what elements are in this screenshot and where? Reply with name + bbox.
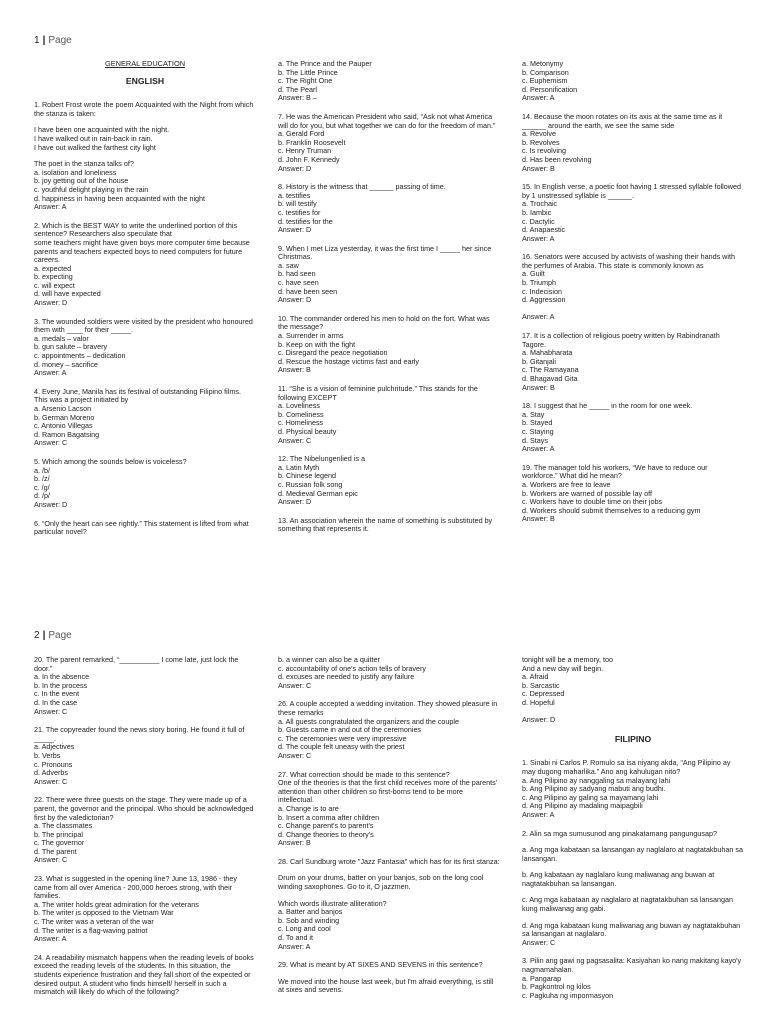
question-item <box>522 332 744 392</box>
question-text: 7. He was the American President who said, “Ask not what America will do for you, but what together we can do for the freedom of man.” <box>278 111 496 130</box>
answer-key: Answer: C <box>522 937 556 947</box>
answer-options: a. saw b. had seen c. have seen d. have been seen <box>278 260 338 296</box>
question-item <box>34 458 256 510</box>
question-item <box>34 875 256 944</box>
question-item <box>278 455 500 507</box>
answer-key: Answer: A <box>522 444 555 454</box>
filipino-section-title: FILIPINO <box>614 733 652 744</box>
question-item <box>34 318 256 378</box>
answer-key: Answer: B <box>522 382 555 392</box>
question-item <box>278 385 500 445</box>
question-text: 26. A couple accepted a wedding invitation. They showed pleasure in these remarks <box>278 699 500 717</box>
question-item <box>278 700 500 760</box>
question-text: 3. Pilin ang gawi ng pagsasalita: Kasiyahan ko nang makitang kayo'y nagmamahalan. <box>522 956 744 975</box>
question-text: 28. Carl Sundburg wrote "Jazz Fantasia" which has for its first stanza: <box>278 856 500 866</box>
answer-options: a. Surrender in arms b. Keep on with the fight c. Disregard the peace negotiation d. Rescue the hostage victims fast and early <box>278 331 420 366</box>
answer-options: a. Stay b. Stayed c. Staying d. Stays <box>522 409 554 445</box>
question-item <box>278 60 500 103</box>
answer-key: Answer: C <box>278 680 312 690</box>
answer-key: Answer: A <box>522 93 555 103</box>
question-item <box>34 101 256 212</box>
question-text: 13. An association wherein the name of something is substituted by something that represents it. <box>278 515 495 534</box>
question-item <box>522 759 744 819</box>
question-text: 11. “She is a vision of feminine pulchritude.” This stands for the following EXCEPT <box>278 384 480 402</box>
answer-options: a. The Prince and the Pauper b. The Little Prince c. The Right One d. The Pearl <box>278 59 372 94</box>
answer-key: Answer: C <box>34 855 68 865</box>
question-text: 6. “Only the heart can see rightly.” This statement is lifted from what particular novel? <box>34 518 251 537</box>
answer-options: a. Trochaic b. Iambic c. Dactylic d. Anapaestic <box>522 199 566 235</box>
answer-options: a. /b/ b. /z/ c. /g/ d. /p/ <box>34 465 50 501</box>
question-item <box>522 957 744 1000</box>
question-text: 17. It is a collection of religious poetry written by Rabindranath Tagore. <box>522 331 722 349</box>
question-item <box>522 113 744 173</box>
question-item <box>34 726 256 786</box>
question-item <box>522 656 744 725</box>
answer-options: a. Guilt b. Triumph c. Indecision d. Aggression <box>522 269 566 305</box>
section-title: GENERAL EDUCATION <box>104 59 186 68</box>
answer-key: Answer: D <box>278 225 312 235</box>
answer-options: a. Arsenio Lacson b. German Moreno c. Antonio Villegas d. Ramon Bagatsing <box>34 404 100 439</box>
answer-options: a. Adjectives b. Verbs c. Pronouns d. Adverbs <box>34 742 75 778</box>
question-item <box>34 796 256 865</box>
page-separator: | <box>42 630 46 641</box>
question-passage: b. Ang kabataan ay naglalaro kung maliwanag ang buwan at nagtatakbuhan sa lansangan. <box>522 870 717 888</box>
answer-key: Answer: A <box>522 233 555 243</box>
question-text: 19. The manager told his workers, “We have to reduce our workforce.” What did he mean? <box>522 462 710 481</box>
question-item <box>278 183 500 235</box>
question-text: 22. There were three guests on the stage. They were made up of a parent, the governor and the principal. Who should be acknowledged first by the valedictorian? <box>34 795 256 822</box>
answer-options: a. Change is to are b. Insert a comma after children c. Change parent's to parent's d. Change theories to theory's <box>278 803 380 839</box>
column-3 <box>522 60 744 534</box>
question-item <box>522 402 744 454</box>
question-passage: a. Ang mga kabataan sa lansangan ay naglalaro at nagtatakbuhan sa lansangan. <box>522 845 745 863</box>
question-item <box>34 222 256 308</box>
question-text: 12. The Nibelungenlied is a <box>278 454 365 464</box>
answer-key: Answer: D <box>522 715 556 725</box>
question-item <box>278 517 500 534</box>
column-1 <box>34 60 256 547</box>
answer-options: a. Loveliness b. Comeliness c. Homeliness d. Physical beauty <box>278 401 337 436</box>
question-passage: d. Ang mga kabataan kung maliwanag ang buwan ay nagtatakbuhan sa lansangan at naglalaro. <box>522 920 743 939</box>
answer-key: Answer: A <box>522 809 555 819</box>
answer-options: a. Pangarap b. Pagkontrol ng kilos c. Pagkuha ng impormasyon <box>522 973 614 1000</box>
question-text: 1. Sinabi ni Carlos P. Romulo sa isa niyang akda, “Ang Pilipino ay may dugong maharlika.” Ano ang kahulugan nito? <box>522 758 733 776</box>
question-passage: Drum on your drums, batter on your banjos, sob on the long cool winding saxophones. Go to it, O jazzmen. <box>278 873 486 892</box>
question-item <box>278 771 500 848</box>
question-text: 20. The parent remarked, “__________ I come late, just lock the door.” <box>34 655 241 673</box>
answer-options: a. testifies b. will testify c. testifies for d. testifies for the <box>278 190 333 226</box>
question-item <box>34 656 256 716</box>
answer-key: Answer: B <box>278 838 311 848</box>
question-item <box>34 388 256 448</box>
answer-options: a. Workers are free to leave b. Workers are warned of possible lay off c. Workers have to double time on their jobs d. Workers should submit themselves to a reducing gym <box>522 479 701 515</box>
question-item <box>34 520 256 537</box>
question-item <box>278 961 500 995</box>
page-number: 1 <box>34 35 40 46</box>
answer-options: a. The writer holds great admiration for the veterans b. The writer is opposed to the Vietnam War c. The writer was a veteran of the war d. The writer is a flag-waving patriot <box>34 899 199 935</box>
subject-title: ENGLISH <box>125 75 165 86</box>
column-1 <box>34 656 256 1007</box>
question-text: 21. The copyreader found the news story boring. He found it full of _____. <box>34 725 247 743</box>
question-text: 15. In English verse, a poetic foot having 1 stressed syllable followed by 1 unstressed syllable is ______. <box>522 182 743 200</box>
question-item <box>278 858 500 951</box>
page-2 <box>0 620 768 1024</box>
answer-key: Answer: A <box>34 202 67 212</box>
question-item <box>522 183 744 243</box>
answer-options: a. Mahabharata b. Gitanjali c. The Ramayana d. Bhagavad Gita <box>522 348 579 383</box>
answer-options: a. expected b. expecting c. will expect d. will have expected <box>34 263 101 299</box>
question-text: 27. What correction should be made to this sentence? One of the theories is that the first child receives more of the parents' attention than other children so first-borns tend to be more intellectual. <box>278 769 498 805</box>
answer-key: Answer: A <box>34 368 67 378</box>
answer-key: Answer: B <box>522 163 555 173</box>
question-text: tonight will be a memory, too And a new day will begin. <box>522 655 613 673</box>
column-2 <box>278 60 500 544</box>
question-text: 3. The wounded soldiers were visited by the president who honoured them with ____ for their _____. <box>34 316 255 335</box>
answer-key: Answer: D <box>278 163 312 173</box>
answer-key: Answer: C <box>34 776 68 786</box>
page-separator: | <box>42 35 46 46</box>
question-item <box>278 113 500 173</box>
question-text: 8. History is the witness that ______ passing of time. <box>278 182 446 192</box>
question-item <box>522 60 744 103</box>
page-header <box>34 35 72 46</box>
answer-key: Answer: A <box>278 941 311 951</box>
answer-key: Answer: B – <box>278 93 317 103</box>
answer-options: a. The classmates b. The principal c. The governor d. The parent <box>34 821 93 856</box>
answer-key: Answer: D <box>34 298 68 308</box>
question-passage: I have been one acquainted with the night. I have walked out in rain-back in rain. I have out walked the farthest city light <box>34 125 170 152</box>
question-item <box>278 245 500 305</box>
answer-options: a. All guests congratulated the organizers and the couple b. Guests came in and out of the ceremonies c. The ceremonies were very impressive d. The couple felt uneasy with the priest <box>278 716 460 752</box>
question-text: 1. Robert Frost wrote the poem Acquainted with the Night from which the stanza is taken: <box>34 100 256 118</box>
question-text: 4. Every June, Manila has its festival of outstanding Filipino films. This was a project initiated by <box>34 386 243 405</box>
question-text: 16. Senators were accused by activists of washing their hands with the perfumes of Arabia. This state is commonly known as <box>522 252 737 270</box>
question-text: 10. The commander ordered his men to hold on the fort. What was the message? <box>278 313 492 332</box>
question-text: 18. I suggest that he _____ in the room for one week. <box>522 401 693 411</box>
answer-key: Answer: A <box>522 312 555 322</box>
column-3 <box>522 656 744 1010</box>
answer-options: a. Ang Pilipino ay nanggaling sa malayang lahi b. Ang Pilipino ay sadyang mabuti ang budhi. c. Ang Pilipino ay galing sa mayamang lahi d. Ang Pilipino ay madaling maipagbili <box>522 775 671 811</box>
answer-options: a. Metonymy b. Comparison c. Euphemism d. Personification <box>522 59 578 94</box>
answer-key: Answer: D <box>278 295 312 305</box>
page-label: Page <box>48 35 72 46</box>
page-label: Page <box>48 630 72 641</box>
answer-options: a. Afraid b. Sarcastic c. Depressed d. Hopeful <box>522 672 565 707</box>
page-header <box>34 630 72 641</box>
question-passage: c. Ang mga kabataan ay naglalaro at nagtatakbuhan sa lansangan kung maliwanag ang gabi. <box>522 895 735 914</box>
question-item <box>522 464 744 524</box>
answer-key: Answer: C <box>34 438 68 448</box>
question-text: 14. Because the moon rotates on its axis at the same time as it ______ around the earth, we see the same side <box>522 111 725 130</box>
question-text: 2. Alin sa mga sumusunod ang pinakatamang pangungusap? <box>522 828 718 838</box>
answer-key: Answer: B <box>522 514 555 524</box>
question-text: 23. What is suggested in the opening line? June 13, 1986 - they came from all over America - 200,000 heroes strong, with their families. <box>34 874 239 901</box>
answer-key: Answer: B <box>278 365 311 375</box>
page-number: 2 <box>34 630 40 641</box>
answer-options: The poet in the stanza talks of? a. isolation and loneliness b. joy getting out of the house c. youthful delight playing in the rain d. happiness in having been acquainted with the night <box>34 159 206 203</box>
question-text: 29. What is meant by AT SIXES AND SEVENS in this sentence? <box>278 960 483 970</box>
question-text: 5. Which among the sounds below is voiceless? <box>34 456 187 466</box>
question-passage: We moved into the house last week, but I'm afraid everything, is still at sixes and sevens. <box>278 976 496 995</box>
question-text: 9. When I met Liza yesterday, it was the first time I _____ her since Christmas. <box>278 243 494 262</box>
answer-options: a. Revolve b. Revolves c. Is revolving d. Has been revolving <box>522 129 592 164</box>
question-item <box>278 315 500 375</box>
answer-key: Answer: A <box>34 934 67 944</box>
answer-key: Answer: C <box>278 750 312 760</box>
answer-options: Which words illustrate alliteration? a. Batter and banjos b. Sob and winding c. Long and cool d. To and it <box>278 898 387 943</box>
answer-key: Answer: D <box>278 497 312 507</box>
answer-key: Answer: D <box>34 499 68 509</box>
answer-options: a. Latin Myth b. Chinese legend c. Russian folk song d. Medieval German epic <box>278 462 358 498</box>
question-item <box>34 954 256 997</box>
answer-key: Answer: C <box>278 435 312 445</box>
question-text: 24. A readability mismatch happens when the reading levels of books exceed the reading levels of the students. In this situation, the students experience frustration and they fall short of the expected or desired output. A student who finds himself/ herself in such a mismatch will likely do which of the following? <box>34 952 256 997</box>
question-text: 2. Which is the BEST WAY to write the underlined portion of this sentence? Researchers also speculate that some teachers might have given boys more computer time because parents and teachers expected boys to need computers for future careers. <box>34 220 250 265</box>
answer-options: a. Gerald Ford b. Franklin Roosevelt c. Henry Truman d. John F. Kennedy <box>278 129 346 164</box>
column-2 <box>278 656 500 1005</box>
question-item <box>522 830 744 948</box>
question-item <box>522 253 744 322</box>
answer-options: a. medals – valor b. gun salute – bravery c. appointments – dedication d. money – sacrifice <box>34 333 126 369</box>
question-item <box>278 656 500 690</box>
answer-options: b. a winner can also be a quitter c. accountability of one's action tells of bravery d. excuses are needed to justify any failure <box>278 655 426 682</box>
answer-options: a. In the absence b. In the process c. In the event d. In the case <box>34 672 90 707</box>
answer-key: Answer: C <box>34 706 68 716</box>
